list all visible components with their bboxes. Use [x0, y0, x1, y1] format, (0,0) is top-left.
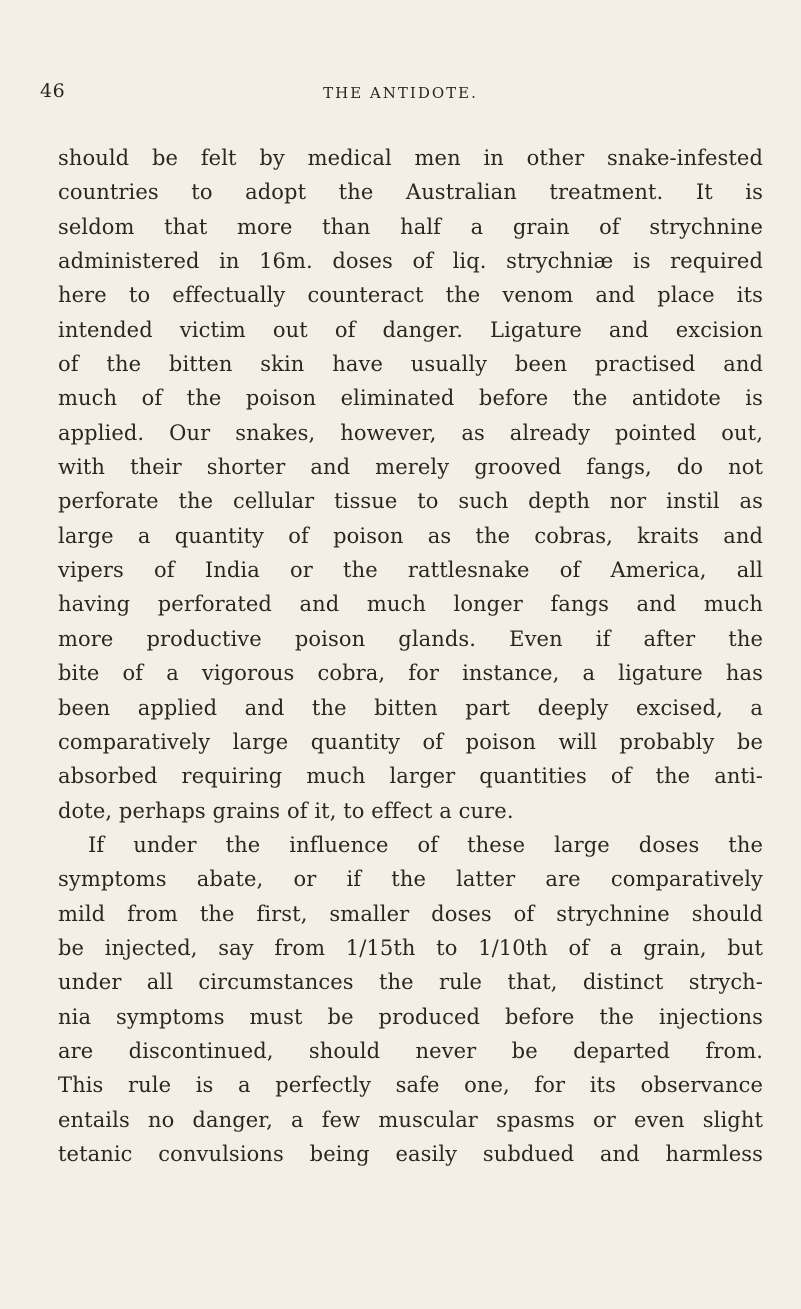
- text-line: large a quantity of poison as the cobras, kraits and: [58, 523, 763, 548]
- text-line: under all circumstances the rule that, distinct strych-: [58, 970, 763, 995]
- body-text: [58, 141, 763, 1171]
- text-line: are discontinued, should never be departed from.: [58, 1038, 763, 1063]
- text-line: perforate the cellular tissue to such depth nor instil as: [58, 489, 763, 514]
- text-line: been applied and the bitten part deeply excised, a: [58, 695, 763, 720]
- text-line: vipers of India or the rattlesnake of America, all: [58, 558, 763, 583]
- text-line: entails no danger, a few muscular spasms or even slight: [58, 1107, 763, 1132]
- text-line: should be felt by medical men in other snake-infested: [58, 146, 763, 170]
- text-line: countries to adopt the Australian treatment. It is: [58, 180, 763, 205]
- text-line: This rule is a perfectly safe one, for its observance: [58, 1073, 763, 1098]
- running-head: THE ANTIDOTE.: [323, 84, 478, 102]
- text-line: much of the poison eliminated before the antidote is: [58, 386, 763, 411]
- page-number: 46: [40, 80, 66, 102]
- text-line: more productive poison glands. Even if after the: [58, 626, 763, 651]
- text-line: absorbed requiring much larger quantities of the anti-: [58, 764, 763, 789]
- text-line: seldom that more than half a grain of strychnine: [58, 214, 763, 239]
- text-line: symptoms abate, or if the latter are comparatively: [58, 867, 763, 892]
- text-line: If under the influence of these large doses the: [88, 832, 763, 857]
- text-line: of the bitten skin have usually been practised and: [58, 352, 763, 377]
- text-line: having perforated and much longer fangs and much: [58, 592, 763, 617]
- text-line: applied. Our snakes, however, as already pointed out,: [58, 420, 763, 445]
- text-line: bite of a vigorous cobra, for instance, a ligature has: [58, 661, 763, 686]
- text-line: administered in 16m. doses of liq. strychniæ is required: [58, 249, 763, 274]
- text-line: be injected, say from 1/15th to 1/10th of a grain, but: [58, 935, 763, 960]
- text-line: intended victim out of danger. Ligature and excision: [58, 317, 763, 342]
- text-line: comparatively large quantity of poison will probably be: [58, 729, 763, 754]
- text-line: with their shorter and merely grooved fangs, do not: [58, 455, 763, 480]
- text-line: tetanic convulsions being easily subdued and harmless: [58, 1141, 763, 1166]
- text-line: mild from the first, smaller doses of strychnine should: [58, 901, 763, 926]
- text-line: nia symptoms must be produced before the injections: [58, 1004, 763, 1029]
- text-line: here to effectually counteract the venom and place its: [58, 283, 763, 308]
- text-line: dote, perhaps grains of it, to effect a cure.: [58, 798, 514, 823]
